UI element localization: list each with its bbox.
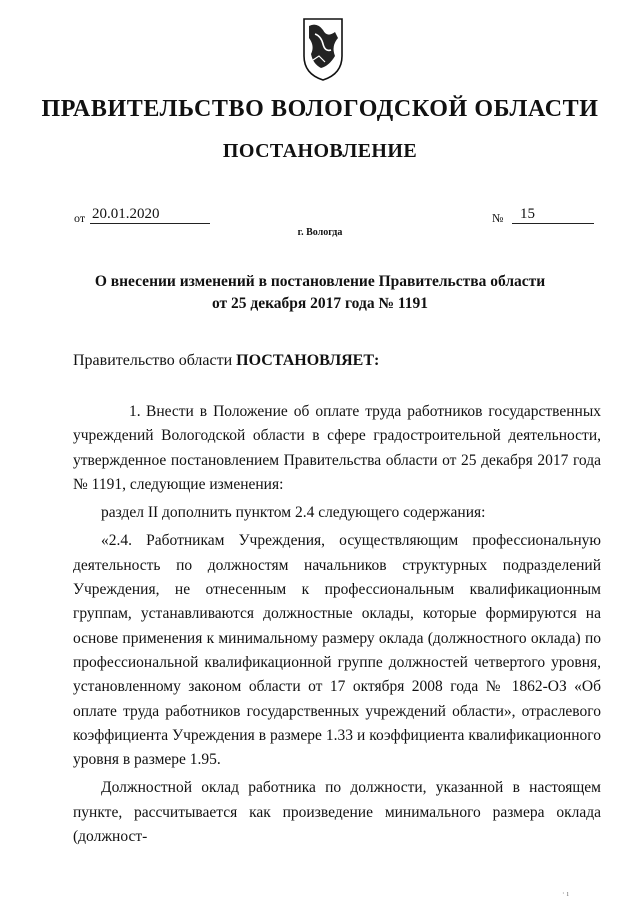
document-body — [73, 400, 601, 853]
item-1-text: Внести в Положение об оплате труда работников государственных учреждений Вологодской области в сфере градостроительной деятельности, утвержденное постановлением Правительства области от 25 декабря 2017 года № 1191, следующие изменения: — [73, 403, 601, 493]
paragraph-item-1 — [73, 400, 601, 497]
date-prefix: от — [74, 211, 86, 225]
number-prefix: № — [492, 211, 504, 225]
paragraph-2: раздел II дополнить пунктом 2.4 следующего содержания: — [101, 504, 486, 522]
preamble — [73, 352, 379, 370]
document-type-title: ПОСТАНОВЛЕНИЕ — [222, 140, 418, 162]
government-title: ПРАВИТЕЛЬСТВО ВОЛОГОДСКОЙ ОБЛАСТИ — [41, 96, 599, 122]
coat-of-arms-icon — [301, 16, 345, 82]
paragraph-4: Должностной оклад работника по должности, указанной в настоящем пункте, рассчитывается как произведение минимального размера оклада (должност- — [73, 779, 601, 846]
document-date: 20.01.2020 — [90, 205, 210, 224]
subject-line-2: от 25 декабря 2017 года № 1191 — [211, 295, 429, 312]
subject-line-1: О внесении изменений в постановление Правительства области — [94, 273, 546, 290]
paragraph-3: «2.4. Работникам Учреждения, осуществляющим профессиональную деятельность по должностям начальников структурных подразделений Учреждения, не отнесенным к профессиональным квалификационным группам, устанавливаются должностные оклады, которые формируются на основе применения к минимальному размеру оклада (должностного оклада) по профессиональной квалификационной группе должностей четвертого уровня, установленному законом области от 17 октября 2008 года № 1862-ОЗ «Об оплате труда работников государственных учреждений области», отраслевого коэффициента Учреждения в размере 1.33 и коэффициента квалификационного уровня в размере 1.95. — [73, 532, 601, 769]
document-subject — [60, 271, 580, 315]
document-number: 15 — [512, 205, 594, 224]
page-mark: · ı — [562, 889, 569, 898]
city-label: г. Вологда — [297, 227, 343, 238]
preamble-text: Правительство области — [73, 352, 237, 369]
preamble-bold: ПОСТАНОВЛЯЕТ: — [236, 352, 380, 369]
item-number: 1. — [129, 403, 141, 420]
